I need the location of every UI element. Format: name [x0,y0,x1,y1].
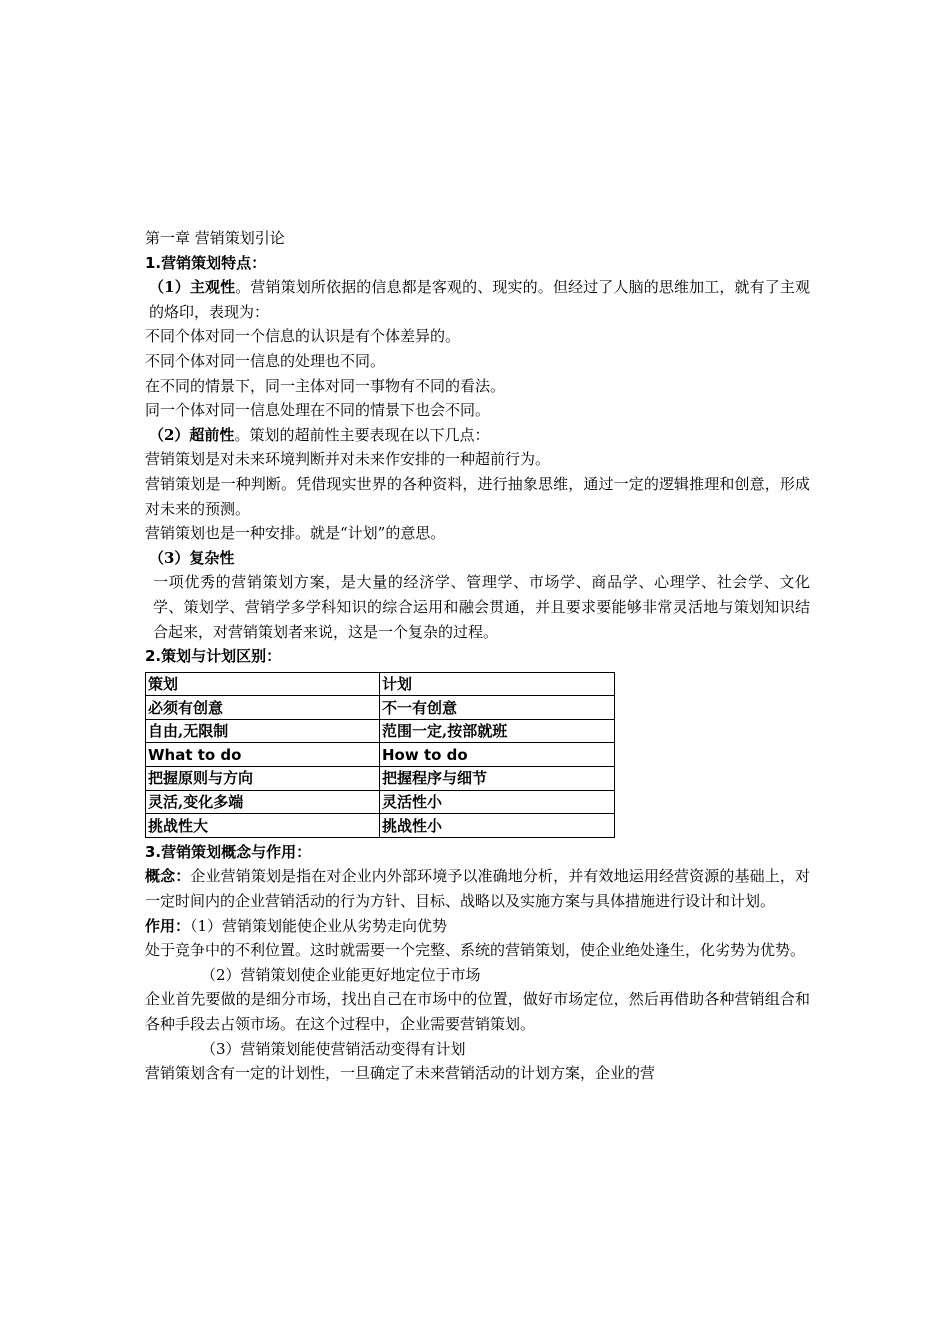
subjectivity-item: 不同个体对同一个信息的认识是有个体差异的。 [145,327,461,346]
role-2-title: （2）营销策划使企业能更好地定位于市场 [201,965,481,984]
table-cell: 灵活性小 [380,790,615,814]
complexity-label: （3）复杂性 [149,548,235,567]
table-cell: 不一有创意 [380,696,615,720]
role-1-title: （1）营销策划能使企业从劣势走向优势 [190,916,448,935]
foresight-item: 营销策划是对未来环境判断并对未来作安排的一种超前行为。 [145,450,551,469]
table-cell: How to do [380,743,615,767]
table-cell: What to do [146,743,380,767]
foresight-paragraph [145,423,810,448]
table-row [146,814,615,838]
table-cell: 自由,无限制 [146,719,380,743]
table-header-row [146,672,615,696]
role-1-text: 处于竞争中的不利位置。这时就需要一个完整、系统的营销策划，使企业绝处逢生，化劣势为优势。 [145,941,806,960]
foresight-label: （2）超前性 [149,425,235,444]
table-row [146,790,615,814]
table-row [146,696,615,720]
foresight-item: 营销策划是一种判断。凭借现实世界的各种资料，进行抽象思维，通过一定的逻辑推理和创意，形成对未来的预测。 [145,474,810,518]
subjectivity-label: （1）主观性 [149,278,236,297]
table-row [146,719,615,743]
section-2-heading: 2.策划与计划区别： [145,647,282,666]
concept-label: 概念： [145,867,191,886]
table-cell: 把握原则与方向 [146,767,380,791]
role-2-text: 企业首先要做的是细分市场，找出自己在市场中的位置，做好市场定位，然后再借助各种营销组合和各种手段去占领市场。在这个过程中，企业需要营销策划。 [145,990,810,1033]
subjectivity-item: 不同个体对同一信息的处理也不同。 [145,351,386,370]
chapter-title: 第一章 营销策划引论 [145,229,285,247]
section-3-heading: 3.营销策划概念与作用： [145,842,312,861]
table-cell: 把握程序与细节 [380,767,615,791]
table-row [146,743,615,767]
document-page [145,226,810,1086]
concept-paragraph [145,864,810,913]
table-cell: 挑战性小 [380,814,615,838]
table-cell: 挑战性大 [146,814,380,838]
subjectivity-paragraph [145,275,810,324]
table-cell: 范围一定,按部就班 [380,719,615,743]
subjectivity-item: 在不同的情景下，同一主体对同一事物有不同的看法。 [145,376,506,395]
table-header-cell: 计划 [380,672,615,696]
foresight-item: 营销策划也是一种安排。就是“计划”的意思。 [145,524,446,543]
subjectivity-text: 。营销策划所依据的信息都是客观的、现实的。但经过了人脑的思维加工，就有了主观的烙印，表现为： [149,278,810,321]
table-row [146,767,615,791]
section-1-heading: 1.营销策划特点： [145,253,267,272]
comparison-table [145,672,615,838]
role-3-text: 营销策划含有一定的计划性，一旦确定了未来营销活动的计划方案，企业的营 [145,1064,656,1083]
foresight-text: 。策划的超前性主要表现在以下几点： [234,425,490,444]
table-cell: 灵活,变化多端 [146,790,380,814]
table-cell: 必须有创意 [146,696,380,720]
role-3-title: （3）营销策划能使营销活动变得有计划 [201,1039,466,1058]
concept-text: 企业营销策划是指在对企业内外部环境予以准确地分析，并有效地运用经营资源的基础上，对一定时间内的企业营销活动的行为方针、目标、战略以及实施方案与具体措施进行设计和计划。 [145,867,810,911]
table-header-cell: 策划 [146,672,380,696]
role-paragraph [145,914,810,939]
complexity-text: 一项优秀的营销策划方案，是大量的经济学、管理学、市场学、商品学、心理学、社会学、文化学、策划学、营销学多学科知识的综合运用和融会贯通，并且要求要能够非常灵活地与策划知识结合起来，对营销策划者来说，这是一个复杂的过程。 [153,573,810,641]
subjectivity-item: 同一个体对同一信息处理在不同的情景下也会不同。 [145,401,491,420]
role-label: 作用： [145,916,191,935]
